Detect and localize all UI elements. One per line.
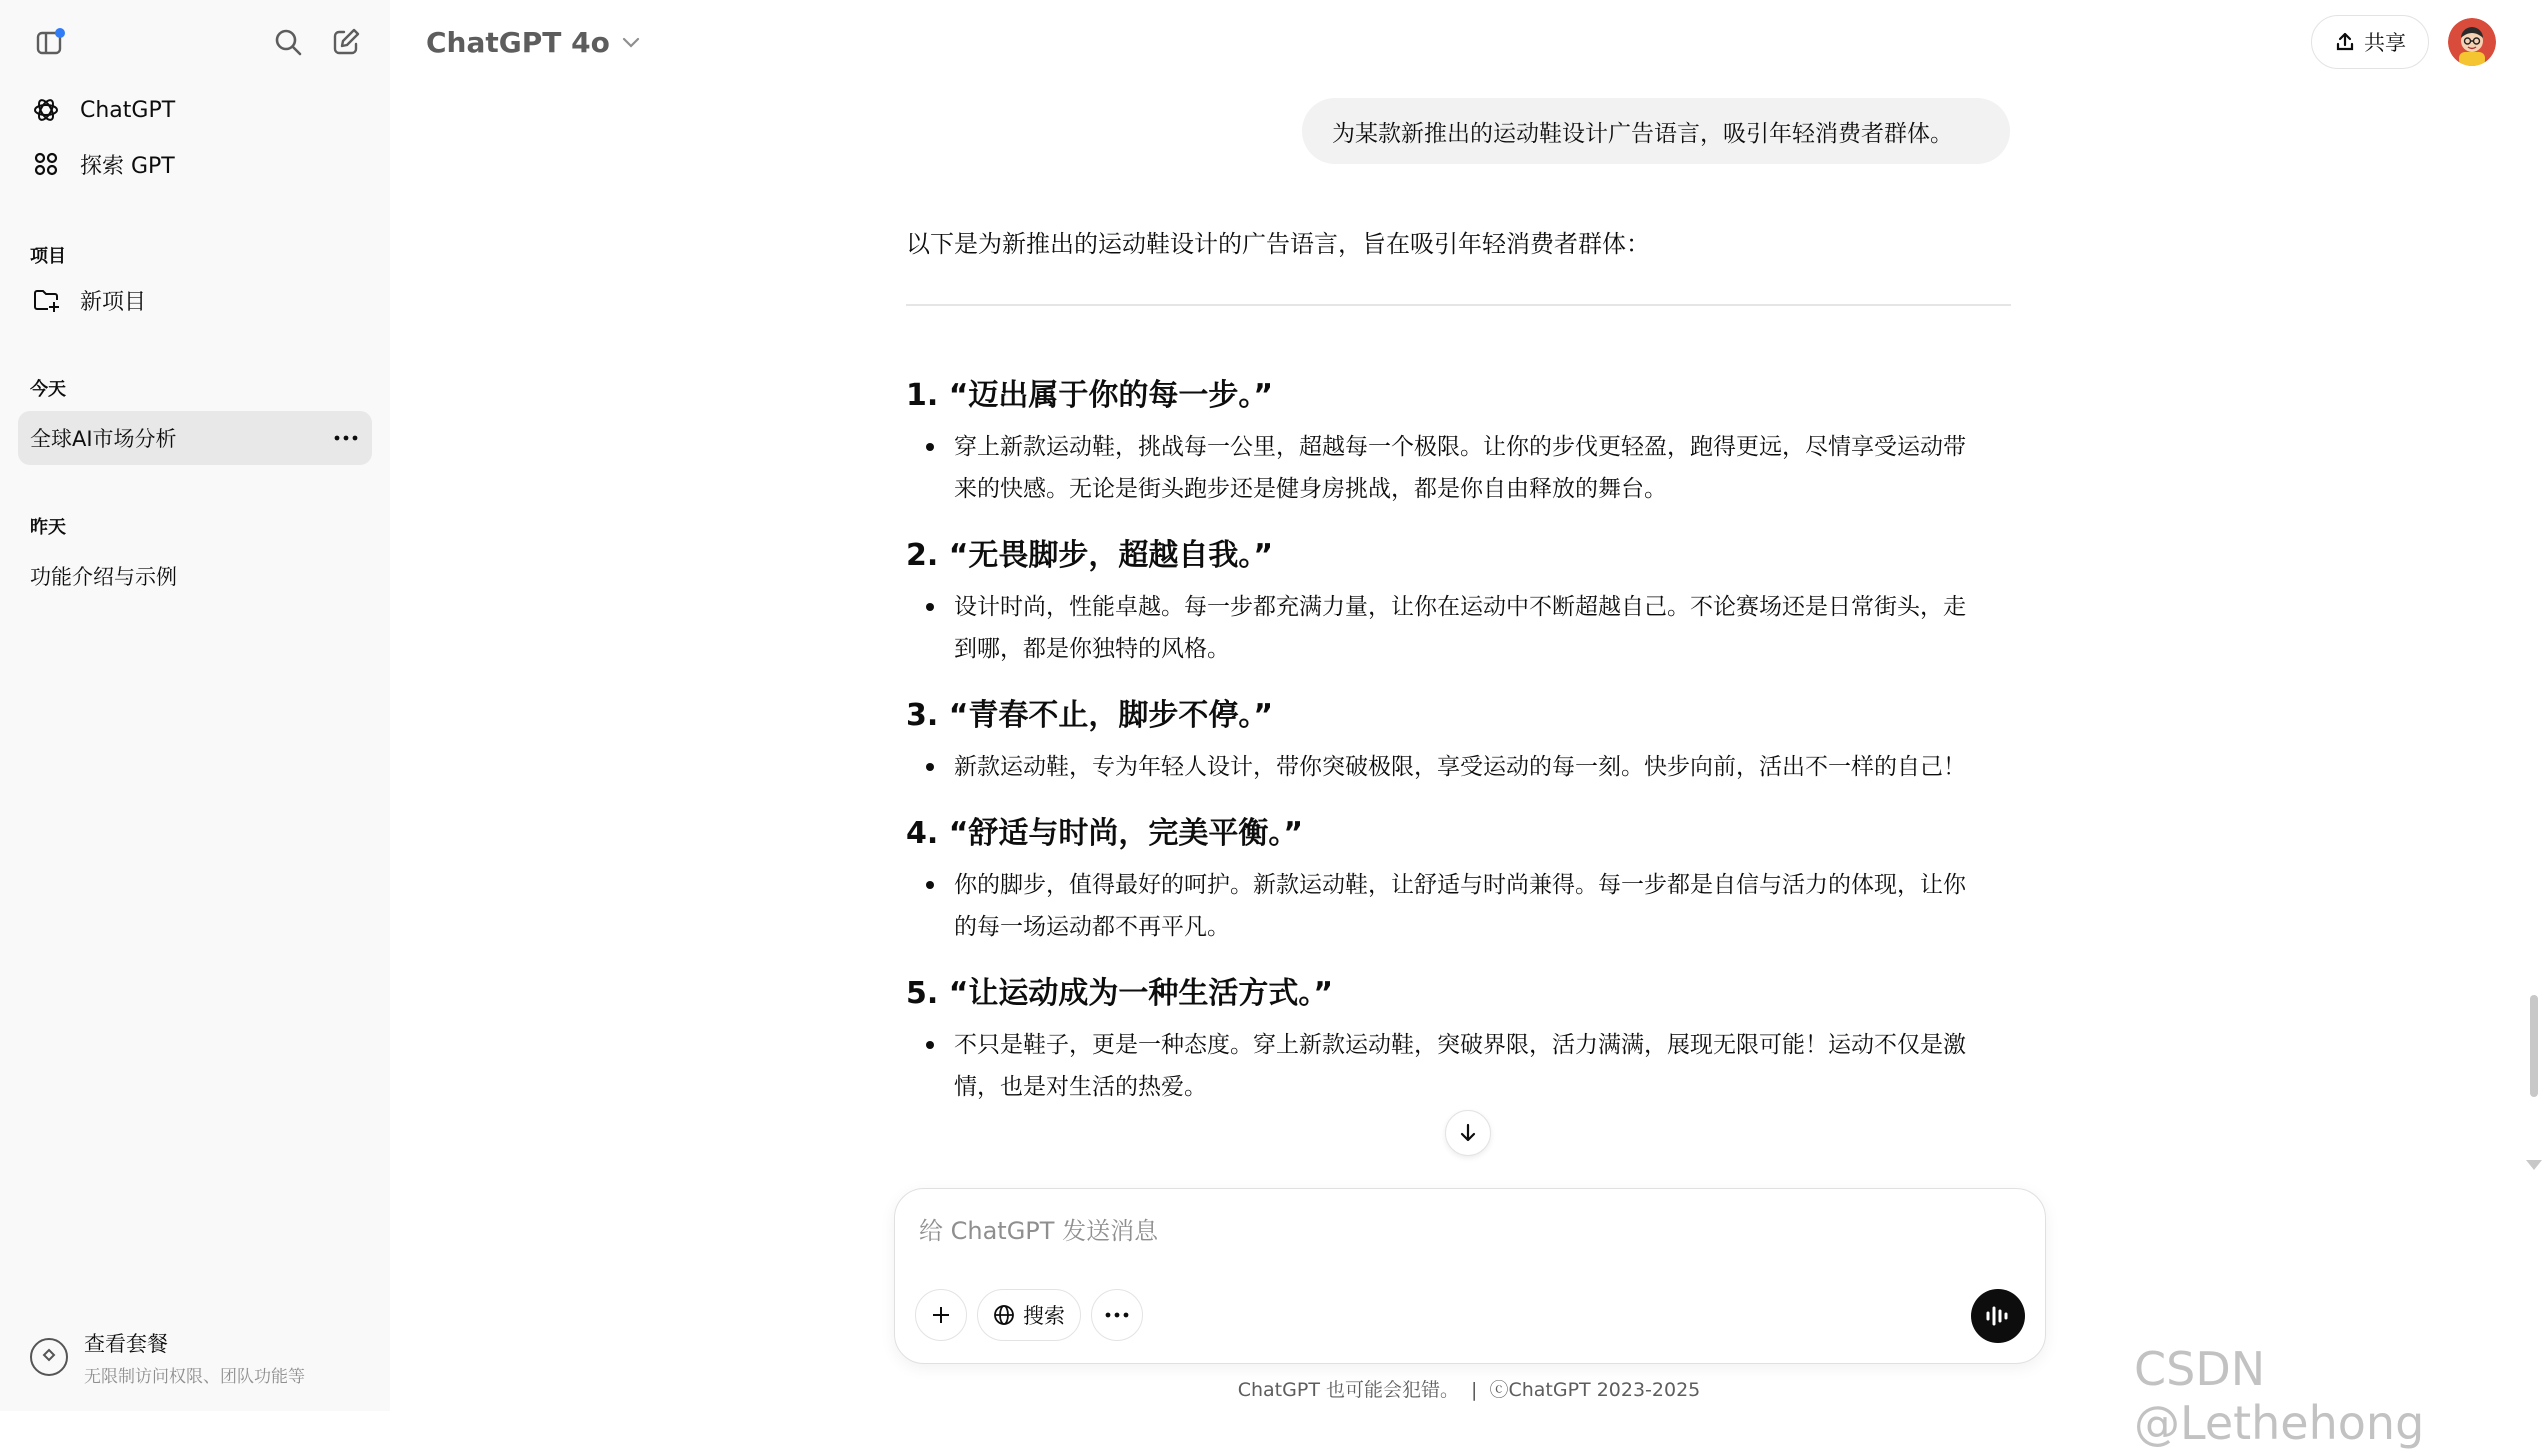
today-heading: 今天 (30, 379, 66, 400)
content-fade (390, 1150, 2548, 1190)
new-project-label: 新项目 (80, 289, 147, 315)
message-input[interactable]: 给 ChatGPT 发送消息 (919, 1217, 1159, 1245)
search-icon (272, 26, 304, 58)
user-avatar[interactable] (2448, 18, 2496, 66)
yesterday-heading: 昨天 (30, 517, 66, 538)
search-chats-button[interactable] (264, 18, 312, 66)
answer-intro: 以下是为新推出的运动鞋设计的广告语言，旨在吸引年轻消费者群体： (906, 230, 1650, 258)
voice-waveform-icon (1984, 1304, 2012, 1328)
notification-dot-icon (55, 28, 65, 38)
sidebar-item-explore-gpt[interactable] (18, 138, 372, 190)
bullet-item: 设计时尚，性能卓越。每一步都充满力量，让你在运动中不断超越自己。不论赛场还是日常街头，走 到哪，都是你独特的风格。 (906, 586, 2011, 670)
chevron-down-icon (622, 36, 640, 48)
share-label: 共享 (2364, 31, 2406, 55)
chat-options-button[interactable] (326, 435, 366, 441)
more-horizontal-icon (1105, 1312, 1129, 1318)
sidebar-toggle-icon (34, 26, 66, 58)
footer-separator: | (1471, 1379, 1478, 1401)
bullet-dot (926, 763, 934, 771)
projects-heading: 项目 (30, 246, 66, 267)
bullet-dot (926, 881, 934, 889)
voice-mode-button[interactable] (1971, 1289, 2025, 1343)
section-title: 3. “青春不止，脚步不停。” (906, 698, 1274, 733)
watermark: CSDN @Lethehong (2134, 1342, 2425, 1450)
chat-item-active[interactable] (18, 411, 372, 465)
avatar-icon (2448, 18, 2496, 66)
globe-icon (993, 1304, 1015, 1326)
sidebar-item-label: 探索 GPT (80, 153, 175, 179)
bullet-dot (926, 1041, 934, 1049)
section-title: 1. “迈出属于你的每一步。” (906, 378, 1274, 413)
chat-item[interactable] (18, 549, 372, 603)
message-composer[interactable] (894, 1188, 2046, 1364)
attach-button[interactable] (915, 1289, 967, 1341)
assistant-message (906, 224, 2011, 1108)
model-name: ChatGPT 4o (426, 25, 610, 59)
sidebar-item-label: ChatGPT (80, 97, 176, 123)
disclaimer-text: ChatGPT 也可能会犯错。 (1237, 1379, 1459, 1401)
search-web-label: 搜索 (1023, 1304, 1065, 1328)
plan-subtitle: 无限制访问权限、团队功能等 (84, 1366, 305, 1387)
share-icon (2334, 31, 2356, 53)
user-message-bubble (1302, 98, 2010, 164)
scrollbar-down-arrow-icon[interactable] (2526, 1160, 2542, 1170)
section-title: 2. “无畏脚步，超越自我。” (906, 538, 1274, 573)
more-tools-button[interactable] (1091, 1289, 1143, 1341)
new-project-button[interactable] (18, 274, 372, 326)
plus-icon (930, 1304, 952, 1326)
plan-title: 查看套餐 (84, 1331, 168, 1356)
section-title: 5. “让运动成为一种生活方式。” (906, 976, 1334, 1011)
share-button[interactable] (2311, 15, 2429, 69)
bullet-dot (926, 603, 934, 611)
edit-icon (330, 26, 362, 58)
model-selector[interactable] (426, 22, 640, 62)
copyright-text: ⓒChatGPT 2023-2025 (1489, 1379, 1701, 1401)
grid-icon (32, 150, 60, 178)
chat-title: 功能介绍与示例 (30, 565, 177, 589)
more-horizontal-icon (334, 435, 358, 441)
sidebar (0, 0, 390, 1411)
view-plans-button[interactable] (18, 1320, 372, 1394)
section-title: 4. “舒适与时尚，完美平衡。” (906, 816, 1304, 851)
bullet-dot (926, 443, 934, 451)
upgrade-plan-icon (30, 1338, 68, 1376)
bullet-item: 不只是鞋子，更是一种态度。穿上新款运动鞋，突破界限，活力满满，展现无限可能！运动不仅是激 情，也是对生活的热爱。 (906, 1024, 2011, 1108)
sidebar-toolbar (26, 18, 364, 66)
bullet-item: 穿上新款运动鞋，挑战每一公里，超越每一个极限。让你的步伐更轻盈，跑得更远，尽情享受运动带 来的快感。无论是街头跑步还是健身房挑战，都是你自由释放的舞台。 (906, 426, 2011, 510)
openai-logo-icon (32, 96, 60, 124)
new-chat-button[interactable] (322, 18, 370, 66)
search-web-button[interactable] (977, 1289, 1081, 1341)
sidebar-item-chatgpt[interactable] (18, 84, 372, 136)
scrollbar-thumb[interactable] (2530, 995, 2538, 1097)
chat-title: 全球AI市场分析 (30, 427, 177, 451)
bullet-item: 新款运动鞋，专为年轻人设计，带你突破极限，享受运动的每一刻。快步向前，活出不一样的自己！ (906, 746, 2011, 788)
bullet-item: 你的脚步，值得最好的呵护。新款运动鞋，让舒适与时尚兼得。每一步都是自信与活力的体现，让你 的每一场运动都不再平凡。 (906, 864, 2011, 948)
arrow-down-icon (1457, 1122, 1479, 1144)
toggle-sidebar-button[interactable] (26, 18, 74, 66)
scroll-to-bottom-button[interactable] (1445, 1110, 1491, 1156)
folder-plus-icon (32, 286, 60, 314)
user-message-text: 为某款新推出的运动鞋设计广告语言，吸引年轻消费者群体。 (1332, 120, 1953, 147)
